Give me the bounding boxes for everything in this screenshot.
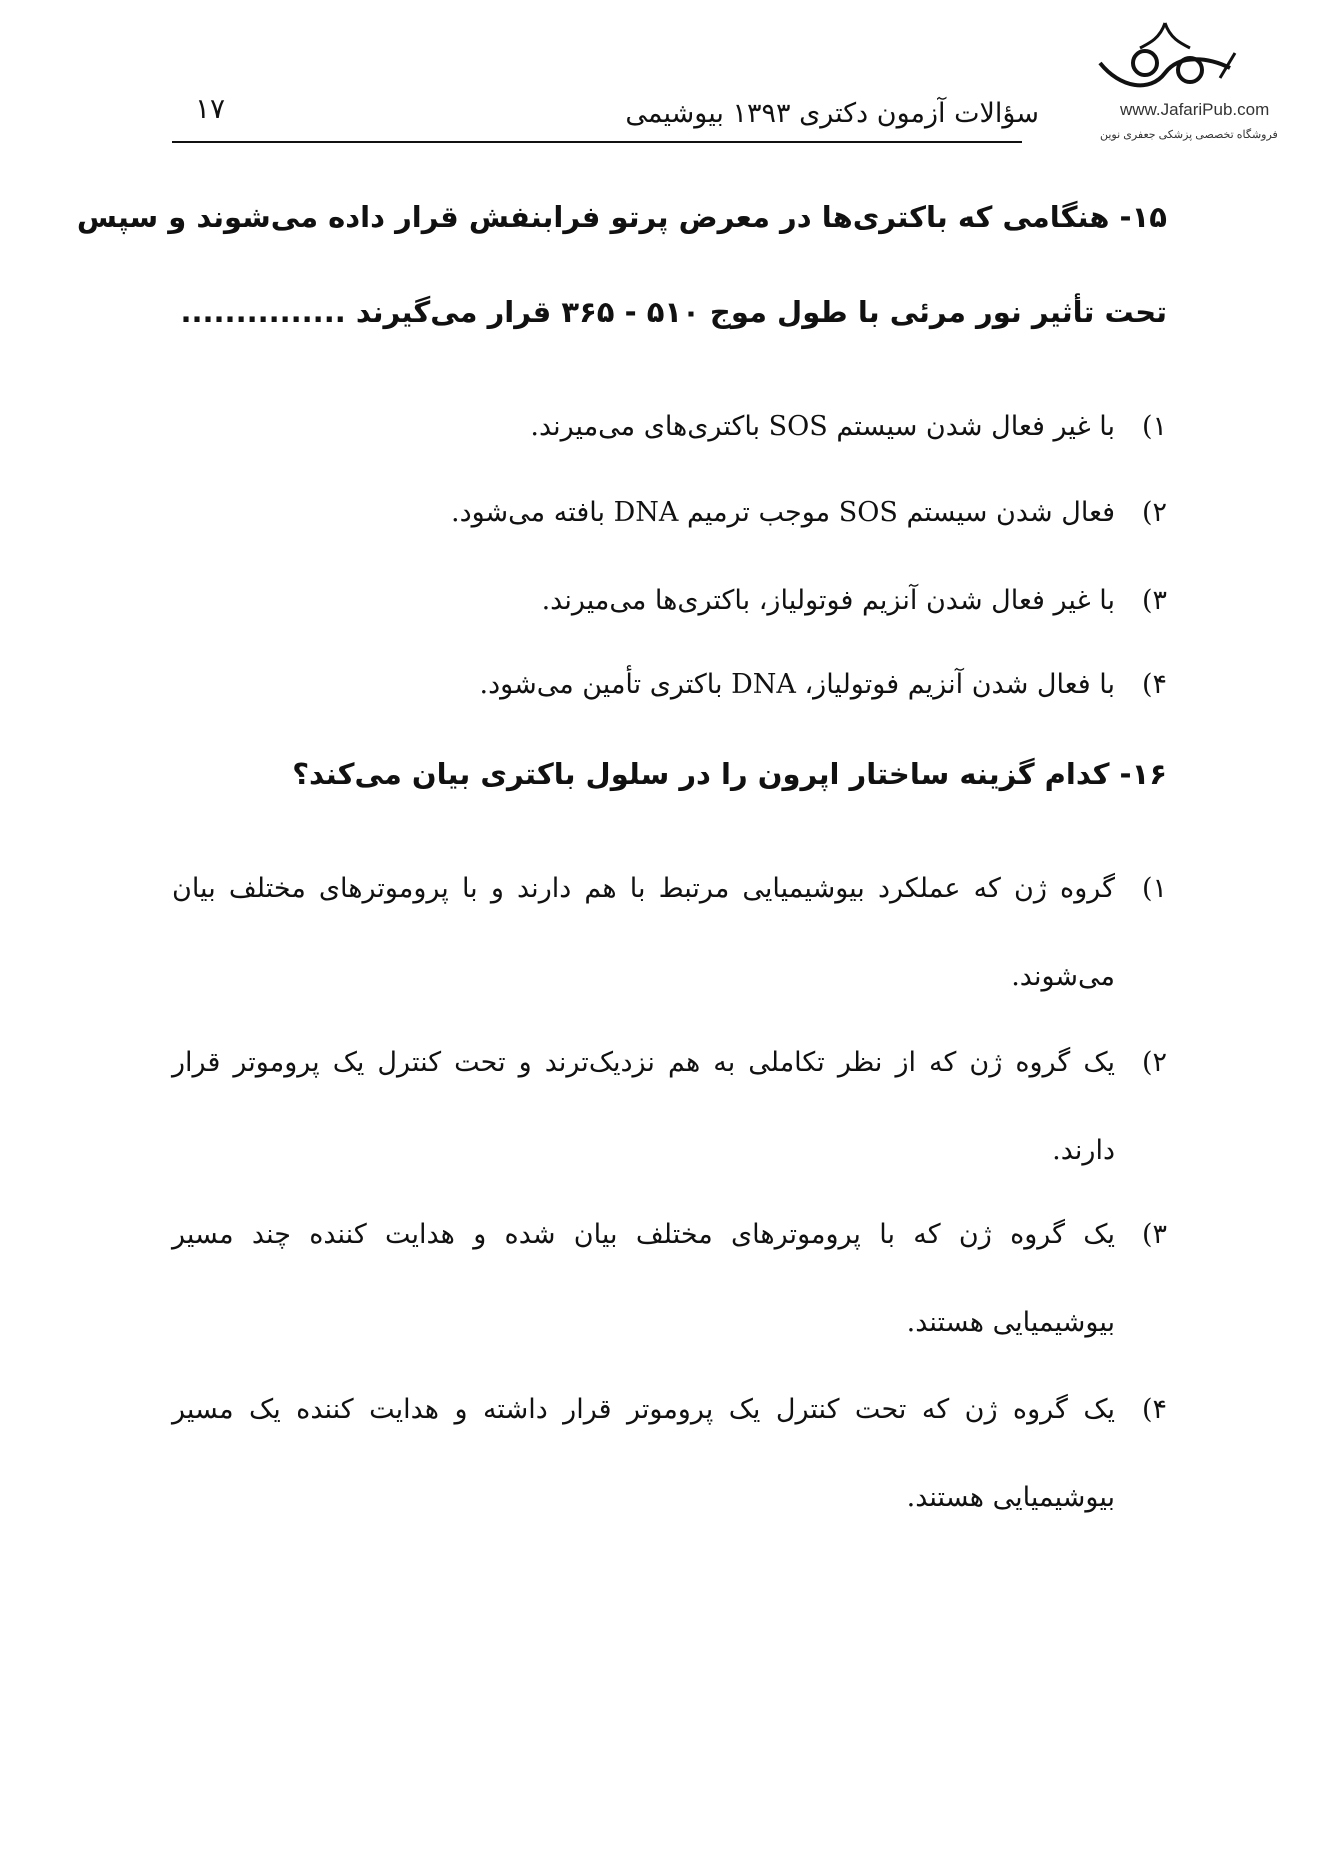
q16-option-1 [172,845,1167,1021]
option-text: با غیر فعال شدن آنزیم فوتولیاز، باکتری‌ها می‌میرند. [541,585,1115,616]
q15-option-3 [172,557,1167,645]
q15-option-2 [172,469,1167,557]
option-number: ۲) [1141,1047,1167,1078]
q16-option-3 [172,1191,1167,1367]
question-15-line-2: تحت تأثیر نور مرئی با طول موج ۵۱۰ - ۳۶۵ قرار می‌گیرند ............... [180,295,1167,329]
option-number: ۳) [1141,1219,1167,1250]
option-number: ۴) [1141,669,1167,700]
header-title: سؤالات آزمون دکتری ۱۳۹۳ بیوشیمی [625,98,1039,129]
option-text: گروه ژن که عملکرد بیوشیمیایی مرتبط با هم دارند و با پروموترهای مختلف بیان می‌شوند. [172,873,1115,992]
option-text: یک گروه ژن که تحت کنترل یک پروموتر قرار داشته و هدایت کننده یک مسیر بیوشیمیایی هستند. [172,1394,1115,1513]
logo-calligraphy-icon [1090,18,1240,98]
question-15-line-1: ۱۵- هنگامی که باکتری‌ها در معرض پرتو فرابنفش قرار داده می‌شوند و سپس [76,200,1167,234]
header-divider [172,141,1022,143]
q16-option-4 [172,1366,1167,1542]
option-number: ۳) [1141,585,1167,616]
publisher-logo [1040,18,1290,141]
question-16: ۱۶- کدام گزینه ساختار اپرون را در سلول باکتری بیان می‌کند؟ [292,757,1167,791]
option-text: با غیر فعال شدن سیستم SOS باکتری‌های می‌میرند. [530,411,1115,442]
logo-slogan: فروشگاه تخصصی پزشکی جعفری نوین [1100,129,1278,141]
option-number: ۱) [1141,411,1167,442]
q16-option-2 [172,1019,1167,1195]
q15-option-4 [172,641,1167,729]
option-text: فعال شدن سیستم SOS موجب ترمیم DNA بافته می‌شود. [451,497,1115,528]
option-text: یک گروه ژن که با پروموترهای مختلف بیان شده و هدایت کننده چند مسیر بیوشیمیایی هستند. [172,1219,1115,1338]
option-number: ۲) [1141,497,1167,528]
option-text: با فعال شدن آنزیم فوتولیاز، DNA باکتری تأمین می‌شود. [479,669,1115,700]
logo-site: www.JafariPub.com [1120,100,1270,119]
option-text: یک گروه ژن که از نظر تکاملی به هم نزدیک‌ترند و تحت کنترل یک پروموتر قرار دارند. [172,1047,1115,1166]
q15-option-1 [172,383,1167,471]
page-number: ۱۷ [195,92,226,125]
option-number: ۴) [1141,1394,1167,1425]
option-number: ۱) [1141,873,1167,904]
